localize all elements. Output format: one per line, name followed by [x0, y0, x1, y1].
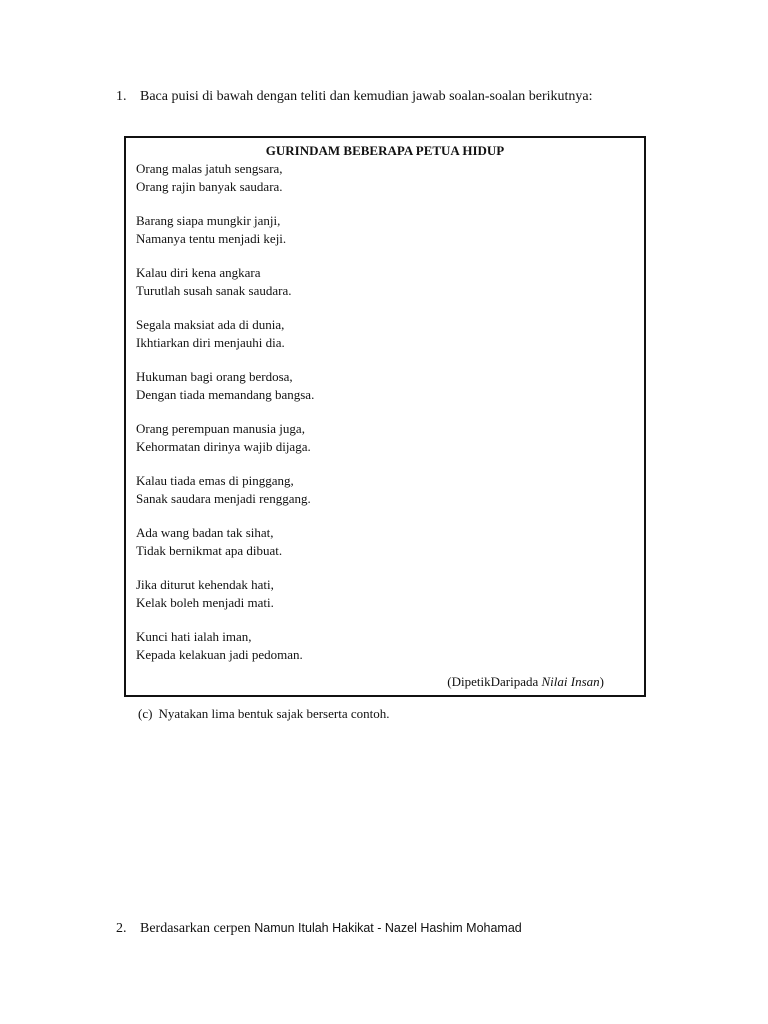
story-title: Namun Itulah Hakikat - Nazel Hashim Mohamad — [254, 921, 522, 935]
poem-line: Dengan tiada memandang bangsa. — [136, 386, 315, 402]
stanza-1 — [136, 160, 314, 195]
stanza-4 — [136, 316, 314, 351]
poem-line: Ikhtiarkan diri menjauhi dia. — [136, 334, 285, 350]
source-open: (DipetikDaripada — [447, 674, 542, 689]
poem-line: Hukuman bagi orang berdosa, — [136, 369, 293, 384]
source-title: Nilai Insan — [541, 674, 600, 689]
stanza-10 — [136, 628, 314, 663]
poem-line: Orang perempuan manusia juga, — [136, 421, 305, 436]
question-2 — [116, 919, 522, 938]
poem-line: Orang malas jatuh sengsara, — [136, 161, 283, 176]
stanza-5 — [136, 368, 314, 403]
poem-line: Orang rajin banyak saudara. — [136, 178, 283, 194]
poem-line: Jika diturut kehendak hati, — [136, 577, 274, 592]
poem-line: Kehormatan dirinya wajib dijaga. — [136, 438, 311, 454]
poem-line: Tidak bernikmat apa dibuat. — [136, 542, 283, 558]
subquestion-text: Nyatakan lima bentuk sajak berserta contoh. — [158, 706, 390, 721]
poem-line: Kunci hati ialah iman, — [136, 629, 252, 644]
poem-box — [124, 136, 646, 697]
poem-line: Kalau diri kena angkara — [136, 265, 261, 280]
stanza-2 — [136, 212, 314, 247]
poem-line: Namanya tentu menjadi keji. — [136, 230, 287, 246]
question-1-number: 1. — [116, 89, 127, 104]
stanza-9 — [136, 576, 314, 611]
poem-source — [447, 673, 604, 690]
subquestion-label: (c) — [138, 706, 153, 721]
question-2-text: Berdasarkan cerpen — [140, 921, 255, 936]
stanza-8 — [136, 524, 314, 559]
question-1 — [116, 88, 593, 106]
poem-line: Barang siapa mungkir janji, — [136, 213, 281, 228]
poem-line: Ada wang badan tak sihat, — [136, 525, 274, 540]
poem-line: Turutlah susah sanak saudara. — [136, 282, 292, 298]
question-2-number: 2. — [116, 921, 127, 936]
poem-stanzas — [136, 160, 314, 680]
stanza-7 — [136, 472, 314, 507]
poem-line: Kepada kelakuan jadi pedoman. — [136, 646, 303, 662]
poem-line: Kalau tiada emas di pinggang, — [136, 473, 294, 488]
poem-line: Kelak boleh menjadi mati. — [136, 594, 274, 610]
question-1-text: Baca puisi di bawah dengan teliti dan kemudian jawab soalan-soalan berikutnya: — [140, 89, 593, 104]
poem-line: Segala maksiat ada di dunia, — [136, 317, 285, 332]
subquestion-c — [138, 705, 389, 722]
stanza-3 — [136, 264, 314, 299]
source-close: ) — [599, 674, 604, 689]
stanza-6 — [136, 420, 314, 455]
poem-line: Sanak saudara menjadi renggang. — [136, 490, 311, 506]
poem-title: GURINDAM BEBERAPA PETUA HIDUP — [265, 143, 505, 158]
